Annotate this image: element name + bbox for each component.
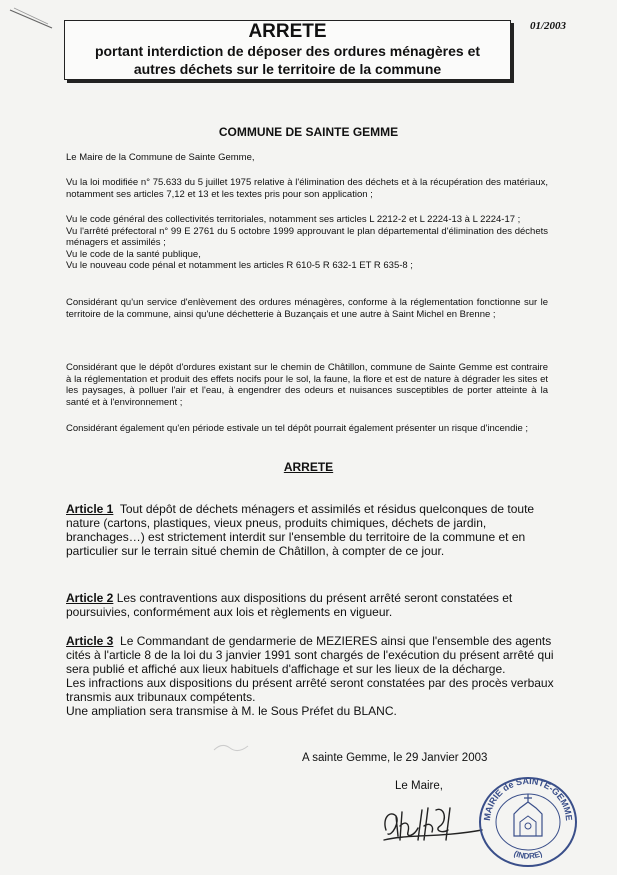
article-1-label: Article 1 (66, 502, 114, 516)
visa-health-code: Vu le code de la santé publique, (66, 248, 201, 260)
article-1-text: Tout dépôt de déchets ménagers et assimilés et résidus quelconques de toute nature (cartons, plastiques, vieux pneus, produits chimiques, déchets de jardin, branchages…) est strictement interdit sur l'ensemble du territoire de la commune et en particulier sur le terrain situé chemin de Châtillon, à compter de ce jour. (66, 502, 535, 558)
article-2 (66, 591, 558, 619)
document-title: ARRETE (248, 21, 327, 42)
visa-law-1975: Vu la loi modifiée n° 75.633 du 5 juillet 1975 relative à l'élimination des déchets et à la récupération des matériaux, notamment ses articles 7,12 et 13 et les textes pris pour son application ; (66, 177, 548, 200)
considerant-depot: Considérant que le dépôt d'ordures existant sur le chemin de Châtillon, commune de Sainte Gemme est contraire à la réglementation et produit des effets nocifs pour le sol, la faune, la flore et est de nature à dégrader les sites et les paysages, à polluer l'air et l'eau, à engendrer des odeurs et nuisances susceptibles de porter atteinte à la santé et à l'environnement ; (66, 362, 548, 408)
article-2-text: Les contraventions aux dispositions du présent arrêté seront constatées et poursuivies, conformément aux lois et règlements en vigueur. (66, 591, 513, 619)
seal-text: MAIRIE de SAINTE-GEMME (481, 775, 575, 822)
seal-department: (INDRE) (512, 848, 544, 861)
considerant-service: Considérant qu'un service d'enlèvement des ordures ménagères, conforme à la réglementation fonctionne sur le territoire de la commune, ainsi qu'une déchetterie à Buzançais et une autre à Saint Michel en Brenne ; (66, 297, 548, 320)
title-box (64, 20, 511, 80)
article-3 (66, 634, 558, 718)
signatory-title: Le Maire, (395, 780, 443, 792)
visa-group (66, 214, 548, 272)
article-2-label: Article 2 (66, 591, 114, 605)
visa-prefectoral: Vu l'arrêté préfectoral n° 99 E 2761 du 5 octobre 1999 approuvant le plan départemental d'élimination des déchets ménagers et assimilés ; (66, 225, 548, 248)
place-and-date: A sainte Gemme, le 29 Janvier 2003 (302, 752, 488, 764)
document-subtitle-line2: autres déchets sur le territoire de la commune (133, 61, 442, 77)
decision-heading: ARRETE (283, 460, 334, 474)
article-3-label: Article 3 (66, 634, 114, 648)
considerant-fire: Considérant également qu'en période estivale un tel dépôt pourrait également présenter un risque d'incendie ; (66, 423, 529, 434)
faint-stamp-mark (212, 738, 252, 754)
article-1 (66, 502, 558, 558)
article-3-ampliation: Une ampliation sera transmise à M. le Sous Préfet du BLANC. (66, 704, 397, 718)
document-subtitle-line1: portant interdiction de déposer des ordures ménagères et (94, 43, 481, 59)
scan-mark (8, 6, 56, 30)
article-3-infractions: Les infractions aux dispositions du présent arrêté seront constatées par des procès verbaux transmis aux tribunaux compétents. (66, 676, 554, 704)
mayor-signature (378, 800, 488, 846)
mayor-intro: Le Maire de la Commune de Sainte Gemme, (66, 152, 255, 163)
town-hall-seal (476, 772, 580, 868)
svg-text:(INDRE) (512, 849, 543, 861)
visa-cgct: Vu le code général des collectivités territoriales, notamment ses articles L 2212-2 et L 2224-13 à L 2224-17 ; (66, 214, 521, 225)
article-3-text: Le Commandant de gendarmerie de MEZIERES ainsi que l'ensemble des agents cités à l'article 8 de la loi du 3 janvier 1991 sont chargés de l'exécution du présent arrêté qui sera publié et affiché aux lieux habituels d'affichage et sur les lieux de la décharge. (66, 634, 554, 676)
visa-penal-code: Vu le nouveau code pénal et notamment les articles R 610-5 R 632-1 ET R 635-8 ; (66, 260, 413, 271)
document-reference: 01/2003 (530, 20, 567, 32)
commune-heading: COMMUNE DE SAINTE GEMME (218, 125, 399, 139)
